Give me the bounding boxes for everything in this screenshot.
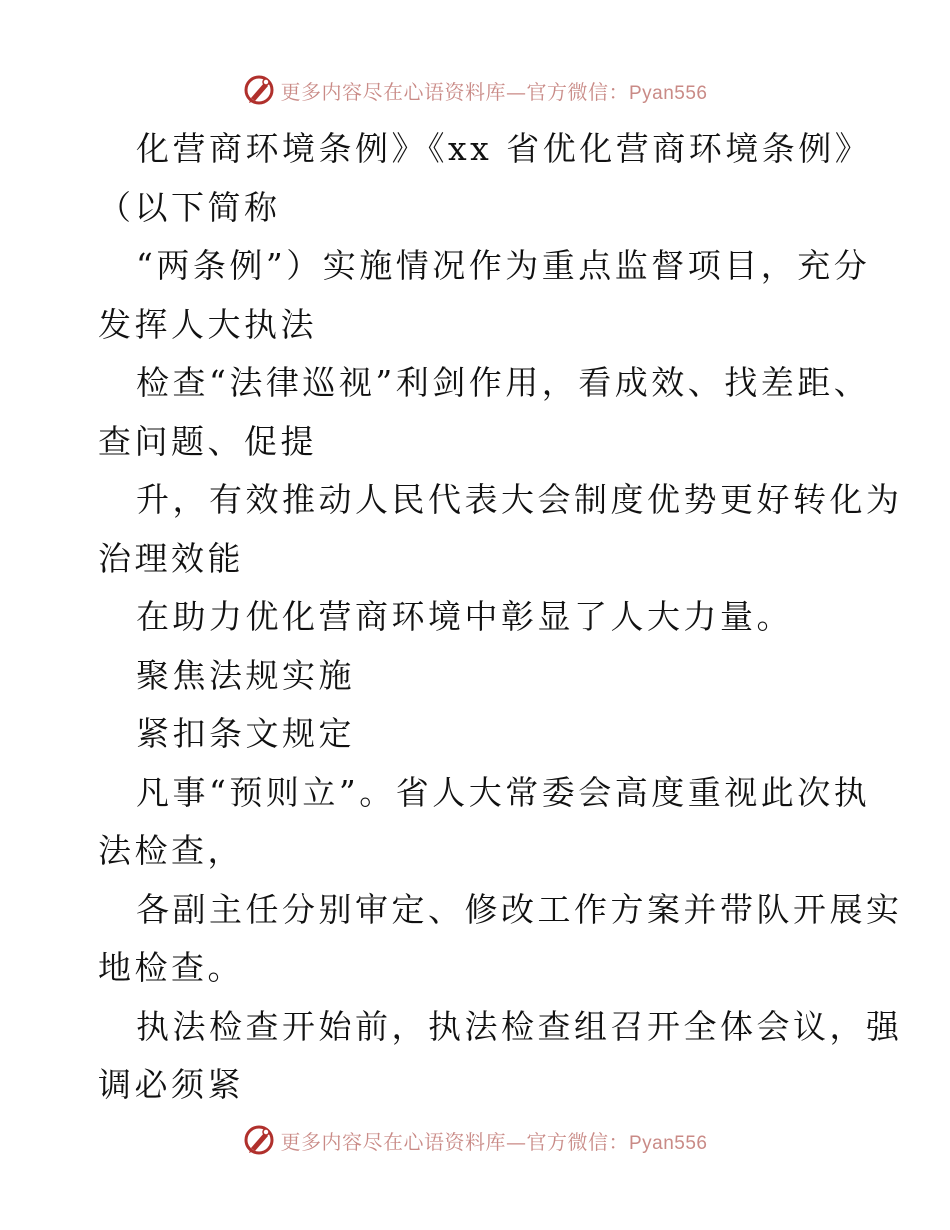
- text-line: 调必须紧: [98, 1065, 244, 1104]
- watermark-text: [280, 1126, 707, 1155]
- text-line: 执法检查开始前，执法检查组召开全体会议，强: [136, 1006, 903, 1046]
- text-line: 凡事“预则立”。省人大常委会高度重视此次执: [136, 772, 871, 812]
- pen-logo-icon: [242, 1123, 276, 1157]
- pen-logo-icon: [242, 73, 276, 107]
- text-line: 各副主任分别审定、修改工作方案并带队开展实: [136, 889, 903, 929]
- footer-watermark: [0, 1120, 950, 1160]
- text-line: 在助力优化营商环境中彰显了人大力量。: [136, 597, 793, 636]
- text-line: “两条例”）实施情况作为重点监督项目，充分: [136, 246, 871, 285]
- text-line: 检查“法律巡视”利剑作用，看成效、找差距、: [136, 363, 871, 402]
- watermark-contact-id: Pyan556: [628, 1132, 708, 1154]
- text-line: 升，有效推动人民代表大会制度优势更好转化为: [136, 480, 903, 519]
- watermark-text: [280, 76, 707, 105]
- text-line: 地检查。: [98, 948, 244, 987]
- section-subheading: 紧扣条文规定: [136, 714, 355, 753]
- watermark-contact-label: 官方微信：: [526, 1129, 629, 1154]
- watermark-brand: 更多内容尽在心语资料库: [280, 79, 506, 104]
- text-line: 化营商环境条例》《xx 省优化营商环境条例》: [136, 129, 872, 168]
- watermark-contact-id: Pyan556: [628, 82, 708, 104]
- watermark-brand: 更多内容尽在心语资料库: [280, 1129, 506, 1154]
- section-heading: 聚焦法规实施: [136, 655, 355, 695]
- text-line: 法检查，: [98, 831, 244, 870]
- text-line: 治理效能: [98, 538, 244, 578]
- watermark-separator: —: [505, 1129, 527, 1154]
- document-body: [98, 120, 903, 1115]
- watermark-contact-label: 官方微信：: [526, 79, 629, 104]
- text-line: （以下简称: [98, 187, 281, 227]
- text-line: 查问题、促提: [98, 421, 317, 461]
- watermark-separator: —: [505, 79, 527, 104]
- header-watermark: [0, 70, 950, 110]
- text-line: 发挥人大执法: [98, 304, 317, 344]
